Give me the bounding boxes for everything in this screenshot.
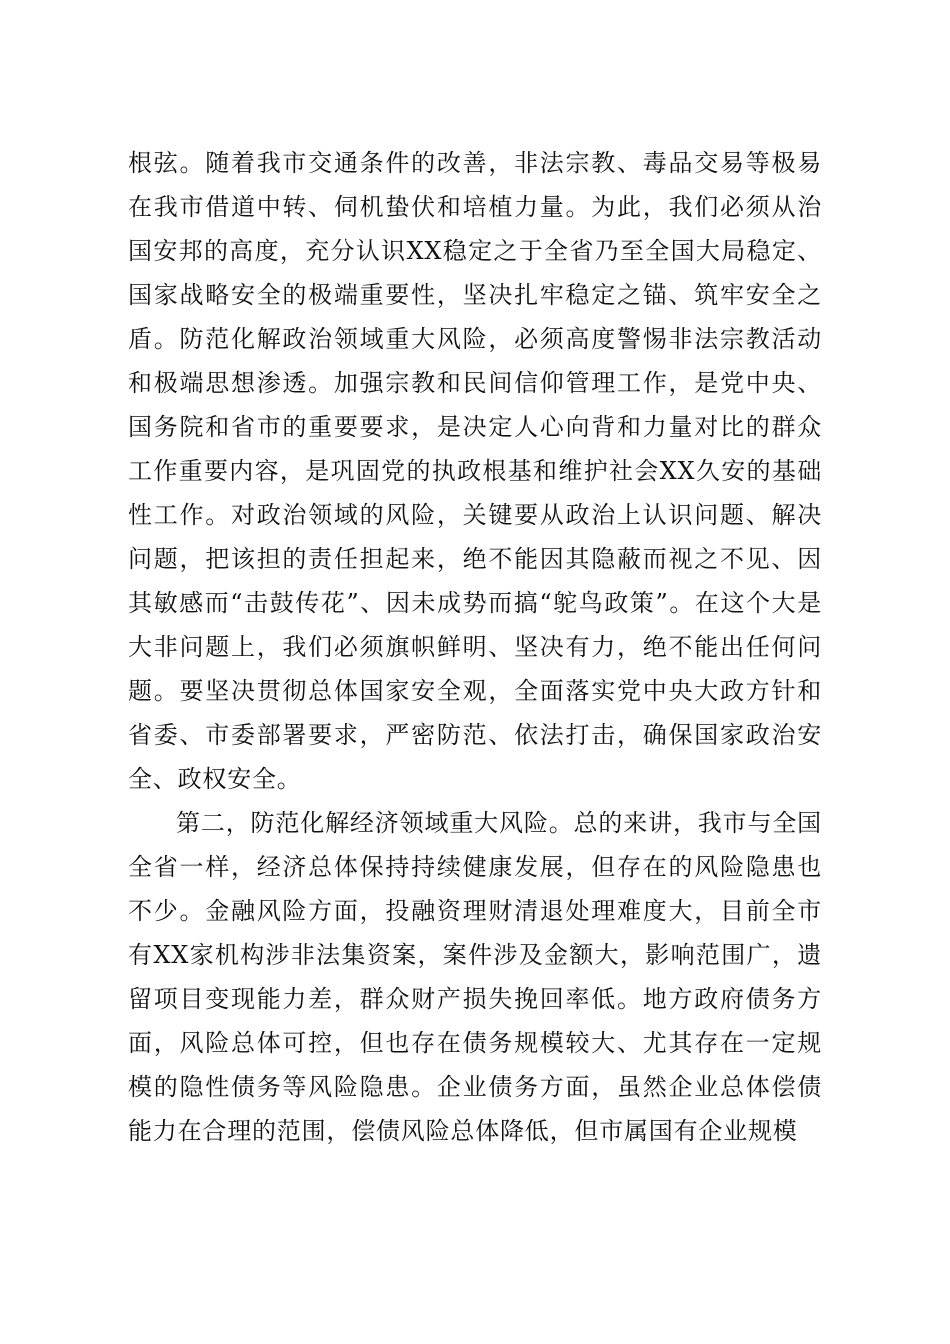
document-body (128, 141, 822, 1153)
paragraph-political-risk: 根弦。随着我市交通条件的改善，非法宗教、毒品交易等极易在我市借道中转、伺机蛰伏和培植力量。为此，我们必须从治国安邦的高度，充分认识XX稳定之于全省乃至全国大局稳定、国家战略安全的极端重要性，坚决扎牢稳定之锚、筑牢安全之盾。防范化解政治领域重大风险，必须高度警惕非法宗教活动和极端思想渗透。加强宗教和民间信仰管理工作，是党中央、国务院和省市的重要要求，是决定人心向背和力量对比的群众工作重要内容，是巩固党的执政根基和维护社会XX久安的基础性工作。对政治领域的风险，关键要从政治上认识问题、解决问题，把该担的责任担起来，绝不能因其隐蔽而视之不见、因其敏感而“击鼓传花”、因未成势而搞“鸵鸟政策”。在这个大是大非问题上，我们必须旗帜鲜明、坚决有力，绝不能出任何问题。要坚决贯彻总体国家安全观，全面落实党中央大政方针和省委、市委部署要求，严密防范、依法打击，确保国家政治安全、政权安全。 (128, 149, 822, 793)
paragraph-economic-risk: 第二，防范化解经济领域重大风险。总的来讲，我市与全国全省一样，经济总体保持持续健康发展，但存在的风险隐患也不少。金融风险方面，投融资理财清退处理难度大，目前全市有XX家机构涉非法集资案，案件涉及金额大，影响范围广，遗留项目变现能力差，群众财产损失挽回率低。地方政府债务方面，风险总体可控，但也存在债务规模较大、尤其存在一定规模的隐性债务等风险隐患。企业债务方面，虽然企业总体偿债能力在合理的范围，偿债风险总体降低，但市属国有企业规模 (128, 809, 822, 1145)
